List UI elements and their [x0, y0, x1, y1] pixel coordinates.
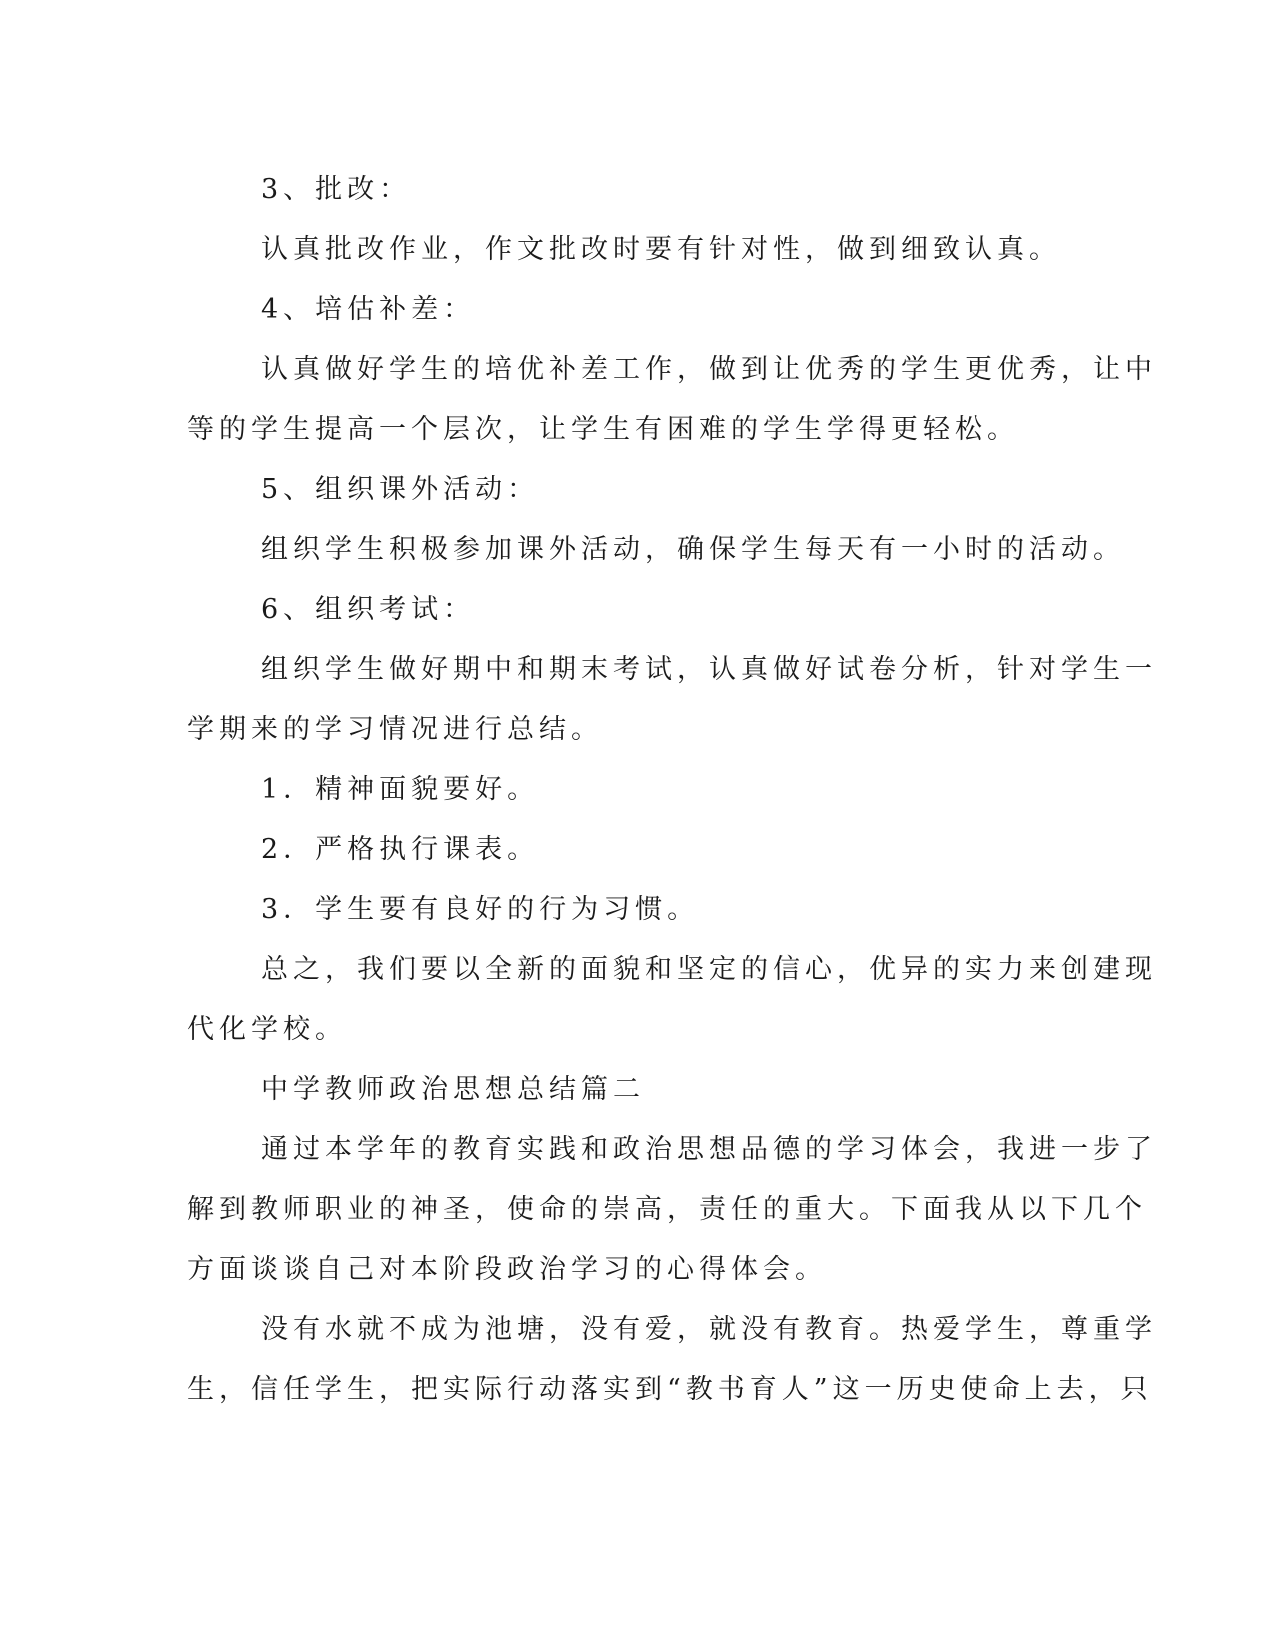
paragraph-line: 没有水就不成为池塘，没有爱，就没有教育。热爱学生，尊重学: [261, 1314, 1157, 1345]
paragraph-line: 代化学校。: [187, 1014, 347, 1045]
list-item: 3．学生要有良好的行为习惯。: [261, 894, 700, 925]
paragraph-line: 总之，我们要以全新的面貌和坚定的信心，优异的实力来创建现: [261, 954, 1157, 985]
item-heading: 3、批改：: [261, 174, 412, 205]
paragraph-line: 认真批改作业，作文批改时要有针对性，做到细致认真。: [261, 234, 1061, 265]
paragraph-line: 等的学生提高一个层次，让学生有困难的学生学得更轻松。: [187, 414, 1019, 445]
paragraph-line: 组织学生积极参加课外活动，确保学生每天有一小时的活动。: [261, 534, 1125, 565]
paragraph-line: 认真做好学生的培优补差工作，做到让优秀的学生更优秀，让中: [261, 354, 1157, 385]
paragraph-line: 组织学生做好期中和期末考试，认真做好试卷分析，针对学生一: [261, 654, 1157, 685]
list-item: 2．严格执行课表。: [261, 834, 540, 865]
paragraph-line: 方面谈谈自己对本阶段政治学习的心得体会。: [187, 1254, 827, 1285]
paragraph-line: 通过本学年的教育实践和政治思想品德的学习体会，我进一步了: [261, 1134, 1157, 1165]
item-heading: 4、培估补差：: [261, 294, 476, 325]
paragraph-line: 学期来的学习情况进行总结。: [187, 714, 603, 745]
list-item: 1．精神面貌要好。: [261, 774, 540, 805]
item-heading: 6、组织考试：: [261, 594, 476, 625]
paragraph-line: 解到教师职业的神圣，使命的崇高，责任的重大。下面我从以下几个: [187, 1194, 1147, 1225]
item-heading: 5、组织课外活动：: [261, 474, 540, 505]
section-title: 中学教师政治思想总结篇二: [261, 1074, 645, 1105]
paragraph-line: 生，信任学生，把实际行动落实到“教书育人”这一历史使命上去，只: [187, 1374, 1153, 1405]
